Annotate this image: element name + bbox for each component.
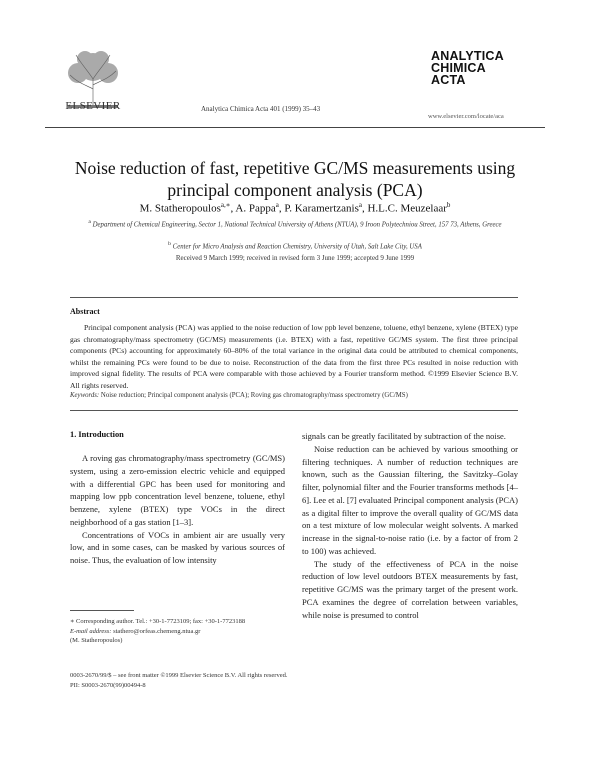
affiliation-text: Department of Chemical Engineering, Sector 1, National Technical University of Athens (NTUA), 9 Iroon Polytechniou Street, 157 73, Athens, Greece	[92, 221, 502, 229]
affiliation-b	[55, 239, 535, 252]
author-name[interactable]: M. Statheropoulos	[139, 202, 221, 215]
section-heading: 1. Introduction	[70, 430, 124, 439]
paragraph-continuation: signals can be greatly facilitated by subtraction of the noise.	[302, 431, 506, 441]
left-column	[70, 452, 285, 567]
author-name[interactable]: A. Pappa	[235, 202, 276, 215]
publisher-name: ELSEVIER	[65, 100, 121, 112]
copyright-block	[70, 671, 470, 690]
article-title: Noise reduction of fast, repetitive GC/MS measurements using principal component analysis (PCA)	[74, 158, 516, 200]
right-column	[302, 430, 518, 621]
paragraph: Noise reduction can be achieved by various smoothing or filtering techniques. A number of reduction techniques are known, such as the Gaussian filtering, the Savitzky–Golay filter, polynomial filter and the Fourier transforms methods [4–6]. Lee et al. [7] evaluated Principal component analysis (PCA) as a digital filter to improve the overall quality of GC/MS data on a test mixture of low molecular weight solvents. A marked increase in the signal-to-noise ratio (i.e. by a factor of from 2 to 100) was achieved.	[302, 443, 518, 556]
email-address[interactable]: stathero@orfeas.chemeng.ntua.gr	[113, 627, 201, 635]
author-mark: a	[358, 201, 362, 209]
abstract-bottom-divider	[70, 410, 518, 411]
paragraph: Concentrations of VOCs in ambient air are usually very low, and in some cases, can be masked by various sources of noise. Thus, the evaluation of low intensity	[70, 529, 285, 565]
abstract-body: Principal component analysis (PCA) was applied to the noise reduction of low ppb level benzene, toluene, ethyl benzene, xylene (BTEX) type gas chromatography/mass spectrometry (GC/MS) measurements (i.e. BTEX) with a fast, repetitive GC/MS system. The first three principal components (PCs) accounting for approximately 60–80% of the total variance in the original data could be attributed to chemical components, whilst the remaining PCs were found to be due to noise. Reconstruction of the data from the first three PCs resulted in noise reduction with improved signal fidelity. The results of PCA were comparable with those achieved by a Fourier transform method. ©1999 Elsevier Science B.V. All rights reserved.	[70, 323, 518, 390]
keywords-label: Keywords:	[70, 392, 100, 399]
author-mark: a	[275, 201, 279, 209]
journal-logo	[431, 49, 504, 87]
footnote	[70, 617, 285, 646]
abstract-heading: Abstract	[70, 307, 100, 316]
author-mark: a,∗	[220, 201, 231, 209]
paragraph: A roving gas chromatography/mass spectrometry (GC/MS) system, using a zero-emission electric vehicle and equipped with a differential GPC has been used for monitoring and mapping low ppb concentration level benzene, toluene, ethyl benzene, xylene (BTEX) type VOCs in the direct neighborhood of a gas station [1–3].	[70, 453, 285, 527]
footnote-divider	[70, 610, 134, 611]
pii-line: PII: S0003-2670(99)00494-8	[70, 681, 146, 689]
abstract-top-divider	[70, 297, 518, 298]
journal-logo-line-1: ANALYTICA	[431, 49, 504, 63]
corresponding-author: ∗ Corresponding author. Tel.: +30-1-7723109; fax: +30-1-7723188	[70, 618, 246, 625]
issn-line: 0003-2670/99/$ – see front matter ©1999 Elsevier Science B.V. All rights reserved.	[70, 672, 288, 679]
affiliation-a	[55, 217, 535, 230]
affiliation-text: Center for Micro Analysis and Reaction Chemistry, University of Utah, Salt Lake City, USA	[172, 243, 422, 251]
keywords-list: Noise reduction; Principal component analysis (PCA); Roving gas chromatography/mass spectrometry (GC/MS)	[100, 392, 408, 399]
journal-web-address[interactable]: www.elsevier.com/locate/aca	[428, 113, 504, 120]
journal-citation: Analytica Chimica Acta 401 (1999) 35–43	[201, 105, 321, 113]
author-name[interactable]: P. Karamertzanis	[284, 202, 359, 215]
affiliation-mark: a	[88, 219, 91, 225]
keywords	[70, 392, 518, 399]
email-owner: (M. Statheropoulos)	[70, 637, 123, 645]
author-name[interactable]: H.L.C. Meuzelaar	[367, 202, 447, 215]
paragraph: The study of the effectiveness of PCA in the noise reduction of low level outdoors BTEX measurements by fast, repetitive GC/MS was the primary target of the present work. PCA examines the degree of correlation between variables, while noise is presumed to control	[302, 558, 518, 620]
email-line	[70, 627, 285, 637]
received-dates: Received 9 March 1999; received in revised form 3 June 1999; accepted 9 June 1999	[175, 254, 415, 262]
journal-logo-line-2: CHIMICA	[431, 61, 486, 75]
email-label: E-mail address:	[70, 627, 112, 635]
author-mark: b	[446, 201, 451, 209]
header-divider	[45, 127, 545, 128]
journal-logo-line-3: ACTA	[431, 73, 466, 87]
affiliation-mark: b	[168, 241, 171, 247]
author-list: M. Statheropoulos$^{a,∗}$, A. Pappa$^a$, P. Karamertzanis$^a$, H.L.C. Meuzelaar$^b$	[139, 201, 451, 215]
